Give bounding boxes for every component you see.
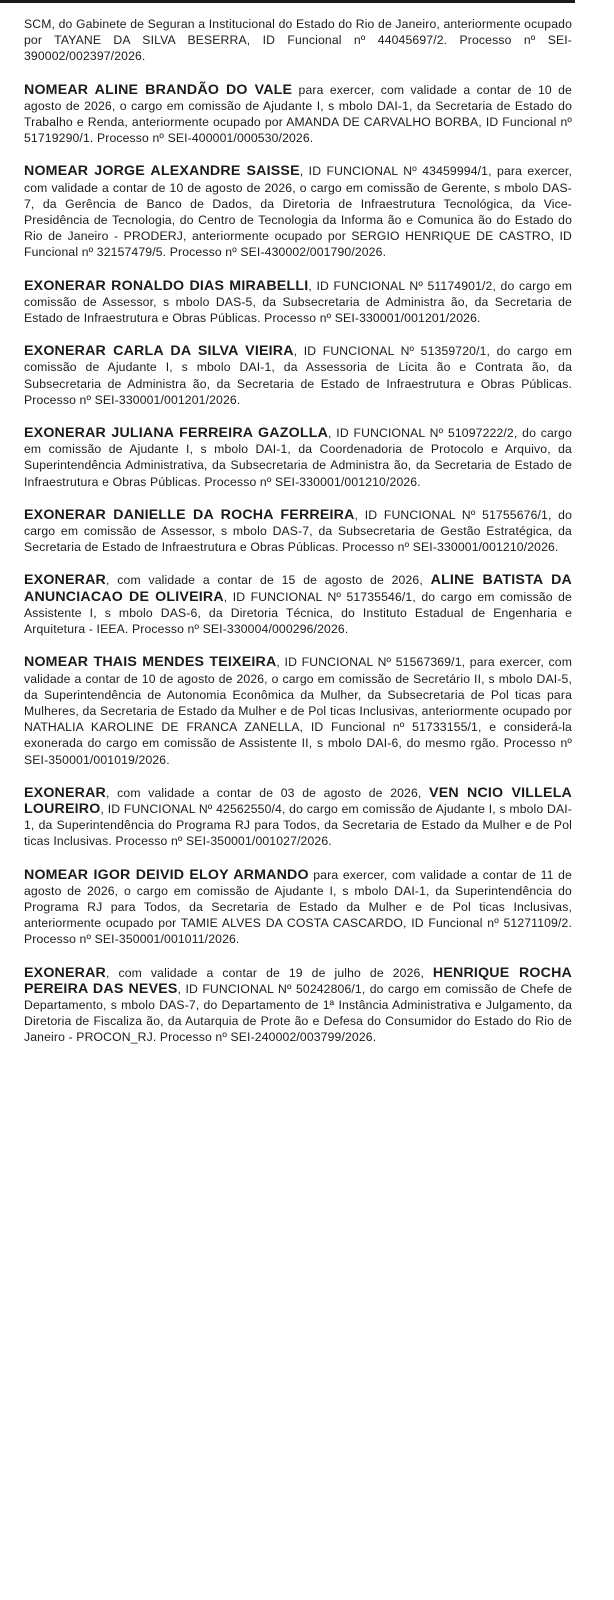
body-text: , ID FUNCIONAL Nº 43459994/1, para exercer, com validade a contar de 10 de agosto de 2026, o cargo em comissão de Gerente, s mbolo DAS-7, da Gerência de Banco de Dados, da Diretoria de Infraestrutura Tecnológica, da Vice-Presidência de Tecnologia, do Centro de Tecnologia da Informa ão e Comunica ão do Estado do Rio de Janeiro - PRODERJ, anteriormente ocupado por SERGIO HENRIQUE DE CASTRO, ID Funcional nº 32157479/5. Processo nº SEI-430002/001790/2026. xyxy=(24,164,572,260)
bold-heading-text: EXONERAR DANIELLE DA ROCHA FERREIRA xyxy=(24,506,355,523)
act-paragraph xyxy=(24,163,572,260)
body-text: , com validade a contar de 03 de agosto de 2026, xyxy=(106,785,430,800)
bold-heading-text: EXONERAR RONALDO DIAS MIRABELLI xyxy=(24,277,309,294)
top-rule xyxy=(0,0,575,3)
act-paragraph xyxy=(24,654,572,767)
bold-heading-text: EXONERAR xyxy=(24,964,107,981)
body-text: , ID FUNCIONAL Nº 42562550/4, do cargo em comissão de Ajudante I, s mbolo DAI-1, da Superintendência do Programa RJ para Todos, da Secretaria de Estado da Mulher e de Pol ticas Inclusivas. Processo nº SEI-350001/001027/2026. xyxy=(24,801,572,849)
bold-heading-text: NOMEAR ALINE BRANDÃO DO VALE xyxy=(24,81,293,98)
body-text: , ID FUNCIONAL Nº 51174901/2, do cargo em comissão de Assessor, s mbolo DAS-5, da Subsecretaria de Administra ão, da Secretaria de Estado de Infraestrutura e Obras Públicas. Processo nº SEI-330001/001201/2026. xyxy=(24,278,572,326)
act-paragraph xyxy=(24,965,572,1046)
body-text: , com validade a contar de 19 de julho de 2026, xyxy=(106,965,433,980)
bold-heading-text: NOMEAR JORGE ALEXANDRE SAISSE xyxy=(24,163,300,180)
document-column xyxy=(24,16,572,1063)
act-paragraph xyxy=(24,425,572,490)
body-text: , com validade a contar de 15 de agosto de 2026, xyxy=(106,573,431,588)
body-text: para exercer, com validade a contar de 11 de agosto de 2026, o cargo em comissão de Ajudante I, s mbolo DAI-1, da Superintendência do Programa RJ para Todos, da Secretaria de Estado da Mulher e de Pol ticas Inclusivas, anteriormente ocupado por TAMIE ALVES DA COSTA CASCARDO, ID Funcional nº 51271109/2. Processo nº SEI-350001/001011/2026. xyxy=(24,867,572,947)
bold-heading-text: NOMEAR THAIS MENDES TEIXEIRA xyxy=(24,654,277,671)
body-text: para exercer, com validade a contar de 10 de agosto de 2026, o cargo em comissão de Ajudante I, s mbolo DAI-1, da Secretaria de Estado do Trabalho e Renda, anteriormente ocupado por AMANDA DE CARVALHO BORBA, ID Funcional nº 51719290/1. Processo nº SEI-400001/000530/2026. xyxy=(24,82,572,146)
act-paragraph xyxy=(24,343,572,408)
body-text: , ID FUNCIONAL Nº 51567369/1, para exercer, com validade a contar de 10 de agosto de 2026, o cargo em comissão de Secretário II, s mbolo DAI-5, da Superintendência de Autonomia Econômica da Mulher, da Subsecretaria de Pol ticas para Mulheres, da Secretaria de Estado da Mulher e de Pol ticas Inclusivas, anteriormente ocupado por NATHALIA KAROLINE DE FRANCA ZANELLA, ID Funcional nº 51733155/1, e considerá-la exonerada do cargo em comissão de Assistente II, s mbolo DAI-6, do mesmo rgão. Processo nº SEI-350001/001019/2026. xyxy=(24,655,573,767)
act-paragraph xyxy=(24,507,572,556)
bold-heading-text: EXONERAR CARLA DA SILVA VIEIRA xyxy=(24,343,294,360)
bold-heading-text: EXONERAR xyxy=(24,572,107,589)
bold-heading-text: EXONERAR xyxy=(24,784,107,801)
bold-heading-text: ALINE BATISTA DA ANUNCIACAO DE OLIVEIRA xyxy=(24,572,573,605)
act-paragraph xyxy=(24,82,572,147)
bold-heading-text: EXONERAR JULIANA FERREIRA GAZOLLA xyxy=(24,425,329,442)
act-paragraph xyxy=(24,16,572,65)
body-text: , ID FUNCIONAL Nº 51755676/1, do cargo em comissão de Assessor, s mbolo DAS-7, da Subsecretaria de Gestão Estratégica, da Secretaria de Estado de Infraestrutura e Obras Públicas. Processo nº SEI-330001/001210/2026. xyxy=(24,507,573,555)
body-text: , ID FUNCIONAL Nº 51097222/2, do cargo em comissão de Ajudante I, s mbolo DAI-1, da Coordenadoria de Protocolo e Arquivo, da Superintendência Administrativa, da Subsecretaria de Administra ão, da Secretaria de Estado de Infraestrutura e Obras Públicas. Processo nº SEI-330001/001210/2026. xyxy=(24,426,572,489)
act-paragraph xyxy=(24,572,572,637)
bold-heading-text: NOMEAR IGOR DEIVID ELOY ARMANDO xyxy=(24,866,309,883)
act-paragraph xyxy=(24,785,572,850)
bold-heading-text: VEN NCIO VILLELA LOUREIRO xyxy=(24,784,573,817)
body-text: , ID FUNCIONAL Nº 51735546/1, do cargo em comissão de Assistente I, s mbolo DAS-6, da Diretoria Técnica, do Instituto Estadual de Engenharia e Arquitetura - IEEA. Processo nº SEI-330004/000296/2026. xyxy=(24,589,572,637)
act-paragraph xyxy=(24,278,572,327)
bold-heading-text: HENRIQUE ROCHA PEREIRA DAS NEVES xyxy=(24,964,572,997)
body-text: , ID FUNCIONAL Nº 50242806/1, do cargo em comissão de Chefe de Departamento, s mbolo DAS-7, do Departamento de 1ª Instância Administrativa e Julgamento, da Diretoria de Fiscaliza ão, da Autarquia de Prote ão e Defesa do Consumidor do Estado do Rio de Janeiro - PROCON_RJ. Processo nº SEI-240002/003799/2026. xyxy=(24,981,572,1045)
act-paragraph xyxy=(24,867,572,948)
body-text: SCM, do Gabinete de Seguran a Institucional do Estado do Rio de Janeiro, anteriormente ocupado por TAYANE DA SILVA BESERRA, ID Funcional nº 44045697/2. Processo nº SEI-390002/002397/2026. xyxy=(24,17,572,64)
body-text: , ID FUNCIONAL Nº 51359720/1, do cargo em comissão de Ajudante I, s mbolo DAI-1, da Assessoria de Licita ão e Contrata ão, da Subsecretaria de Administra ão, da Secretaria de Estado de Infraestrutura e Obras Públicas. Processo nº SEI-330001/001201/2026. xyxy=(24,344,572,407)
